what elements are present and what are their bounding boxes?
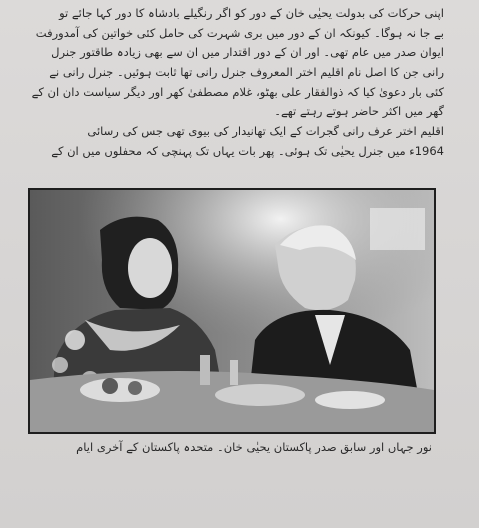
article-line: کئی بار دعویٰ کیا کہ ذوالفقار علی بھٹو، غلام مصطفیٰ کھر اور دیگر سیاست دان ان کے [31, 84, 444, 99]
photo [28, 188, 436, 434]
article-line: اقلیم اختر عرف رانی گجرات کے ایک تھانیدار کی بیوی تھی جس کی رسائی [87, 124, 444, 139]
article-line: ایوان صدر میں عام تھی۔ اور ان کے دور اقتدار میں ان سے بھی زیادہ طاقتور جنرل [51, 45, 444, 60]
photo-image [30, 190, 434, 432]
article-line: بے جا نہ ہوگا۔ کیونکہ ان کے دور میں بری شہرت کی حامل کئی خواتین کی آمدورفت [35, 25, 444, 40]
photo-caption: نور جہاں اور سابق صدر پاکستان یحیٰی خان۔ متحدہ پاکستان کے آخری ایام [76, 440, 432, 454]
article-line: 1964ء میں جنرل یحیٰی تک ہوئی۔ پھر بات یہاں تک پہنچی کہ محفلوں میں ان کے [51, 143, 444, 158]
article-line: رانی جن کا اصل نام اقلیم اختر المعروف جنرل رانی تھا ثابت ہوئیں۔ جنرل رانی نے [49, 65, 444, 80]
article-line: اپنی حرکات کی بدولت یحیٰی خان کے دور کو اگر رنگیلے بادشاہ کا دور کہا جائے تو [59, 6, 444, 20]
article-line: گھر میں اکثر حاضر ہوتے رہتے تھے۔ [274, 104, 444, 119]
article-text [18, 4, 444, 162]
